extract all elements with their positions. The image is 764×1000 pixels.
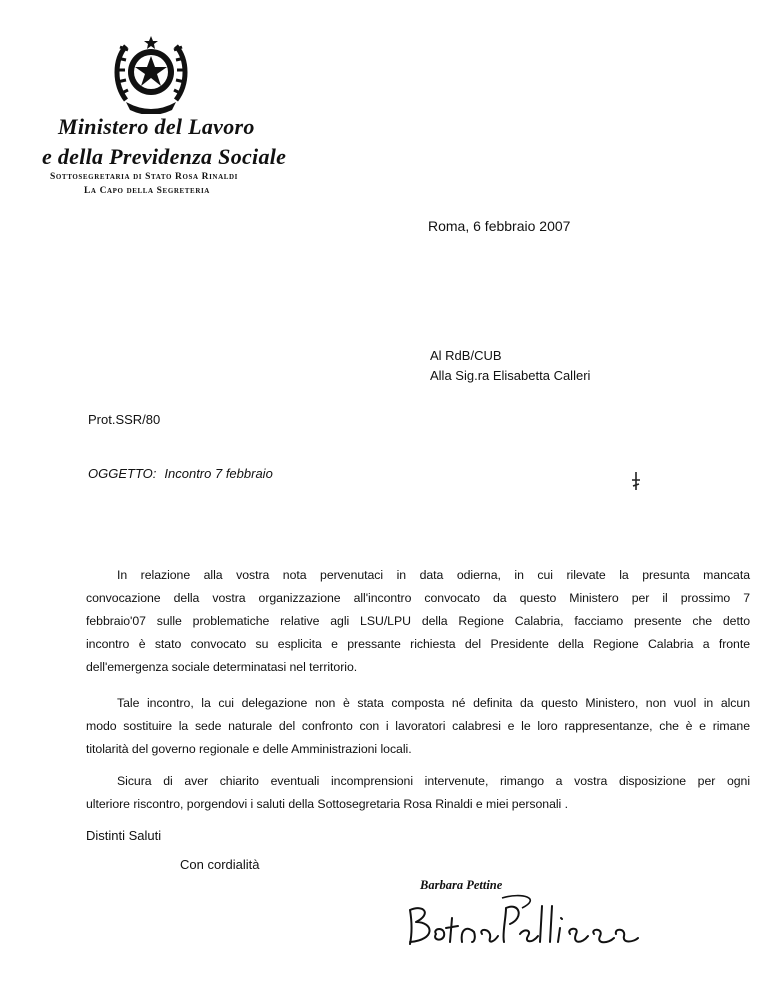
subject-line (88, 466, 273, 481)
subject-label: OGGETTO: (88, 466, 157, 481)
body-line: ulteriore riscontro, porgendovi i saluti della Sottosegretaria Rosa Rinaldi e miei personali . (86, 797, 568, 811)
handwritten-signature (402, 888, 642, 950)
body-line: convocazione della vostra organizzazione all'incontro convocato da questo Ministero per il prossimo 7 (86, 591, 750, 605)
body-line: modo sostituire la sede naturale del confronto con i lavoratori calabresi e le loro rappresentanze, che è e rimane (86, 719, 750, 733)
office-line1: Sottosegretaria di Stato Rosa Rinaldi (50, 172, 238, 182)
body-line: dell'emergenza sociale determinatasi nel territorio. (86, 660, 358, 674)
ministry-name-line1: Ministero del Lavoro (58, 114, 255, 139)
body-line: In relazione alla vostra nota pervenutaci in data odierna, in cui rilevate la presunta mancata (117, 568, 750, 582)
protocol-number: Prot.SSR/80 (88, 412, 161, 427)
subject-text: Incontro 7 febbraio (164, 466, 273, 481)
regards-line: Con cordialità (180, 857, 260, 872)
body-line: febbraio'07 sulle problematiche relative agli LSU/LPU della Regione Calabria, facciamo presente che detto (86, 614, 750, 628)
body-line: titolarità del governo regionale e delle Amministrazioni locali. (86, 742, 412, 756)
letter-date: Roma, 6 febbraio 2007 (428, 218, 571, 234)
signer-printed-name: Barbara Pettine (420, 878, 503, 892)
closing-salutation: Distinti Saluti (86, 828, 162, 843)
recipient-line1: Al RdB/CUB (430, 348, 502, 363)
italian-republic-emblem-icon (112, 30, 190, 114)
ministry-name-line2: e della Previdenza Sociale (42, 144, 287, 169)
body-line: Tale incontro, la cui delegazione non è stata composta né definita da questo Ministero, non vuol in alcun (117, 696, 750, 710)
body-line: Sicura di aver chiarito eventuali incomprensioni intervenute, rimango a vostra disposizione per ogni (117, 774, 750, 788)
office-line2: La Capo della Segreteria (84, 186, 210, 196)
body-line: incontro è stato convocato su esplicita e pressante richiesta del Presidente della Regione Calabria a fronte (86, 637, 750, 651)
scan-mark-icon (630, 470, 642, 492)
recipient-line2: Alla Sig.ra Elisabetta Calleri (430, 368, 591, 383)
